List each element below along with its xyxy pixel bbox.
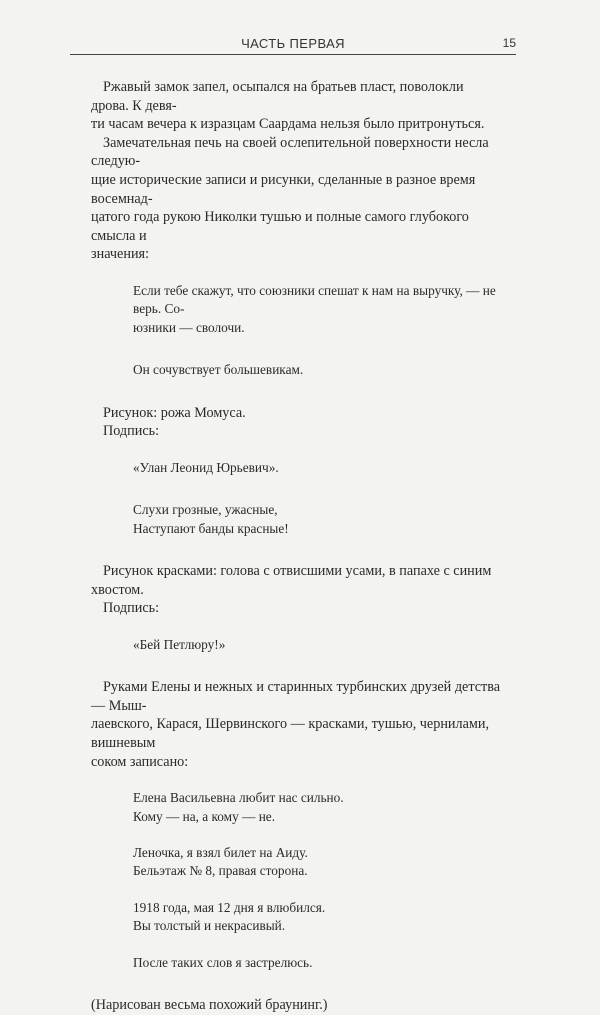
inscription-line: После таких слов я застрелюсь. xyxy=(133,954,313,970)
inscription-line: Кому — на, а кому — не. xyxy=(133,808,276,824)
inscription-line: Если тебе скажут, что союзники спешат к нам на выручку, — не верь. Со- xyxy=(133,282,496,317)
inscription-line: Наступают банды красные! xyxy=(133,520,289,536)
paragraph-line: соком записано: xyxy=(91,753,189,770)
paragraph-line: ти часам вечера к изразцам Саардама нельзя было притронуться. xyxy=(91,116,485,133)
inscription-block xyxy=(133,954,503,972)
paragraph-line: Замечательная печь на своей ослепительной поверхности несла следую- xyxy=(91,134,489,170)
inscription-block xyxy=(133,844,503,881)
figure-description: Рисунок красками: голова с отвисшими усами, в папахе с синим хвостом. xyxy=(91,562,492,598)
paragraph-line: цатого года рукою Николки тушью и полные самого глубокого смысла и xyxy=(91,209,469,244)
paragraph-line: Ржавый замок запел, осыпался на братьев пласт, поволокли дрова. К девя- xyxy=(91,79,464,114)
caption-label: Подпись: xyxy=(103,423,160,440)
closing-note: (Нарисован весьма похожий браунинг.) xyxy=(91,996,328,1013)
inscription-block xyxy=(133,899,503,936)
inscription-block xyxy=(133,789,503,826)
inscription-line: Вы толстый и некрасивый. xyxy=(133,918,286,934)
inscription-line: юзники — сволочи. xyxy=(133,319,245,335)
paragraph-line: Руками Елены и нежных и старинных турбинских друзей детства — Мыш- xyxy=(91,679,501,714)
inscription-block xyxy=(133,361,503,379)
inscription-block xyxy=(133,501,503,538)
inscription-block xyxy=(133,459,503,477)
caption-label: Подпись: xyxy=(103,600,160,617)
inscription-line: «Улан Леонид Юрьевич». xyxy=(133,459,279,475)
page-body xyxy=(91,78,503,1015)
header-rule xyxy=(70,54,516,55)
running-head xyxy=(70,36,516,52)
paragraph-line: лаевского, Карася, Шервинского — красками, тушью, чернилами, вишневым xyxy=(91,716,489,751)
figure-description: Рисунок: рожа Момуса. xyxy=(103,404,246,421)
inscription-line: Слухи грозные, ужасные, xyxy=(133,502,278,518)
inscription-line: Елена Васильевна любит нас сильно. xyxy=(133,790,344,806)
page-number: 15 xyxy=(502,36,516,50)
inscription-line: 1918 года, мая 12 дня я влюбился. xyxy=(133,899,326,915)
inscription-line: Он сочувствует большевикам. xyxy=(133,362,304,378)
inscription-line: «Бей Петлюру!» xyxy=(133,636,226,652)
inscription-block xyxy=(133,636,503,654)
inscription-line: Леночка, я взял билет на Аиду. xyxy=(133,844,308,860)
inscription-block xyxy=(133,282,503,337)
paragraph-line: значения: xyxy=(91,246,150,263)
chapter-title: ЧАСТЬ ПЕРВАЯ xyxy=(241,36,345,51)
inscription-line: Бельэтаж № 8, правая сторона. xyxy=(133,863,308,879)
paragraph-line: щие исторические записи и рисунки, сделанные в разное время восемнад- xyxy=(91,171,476,207)
